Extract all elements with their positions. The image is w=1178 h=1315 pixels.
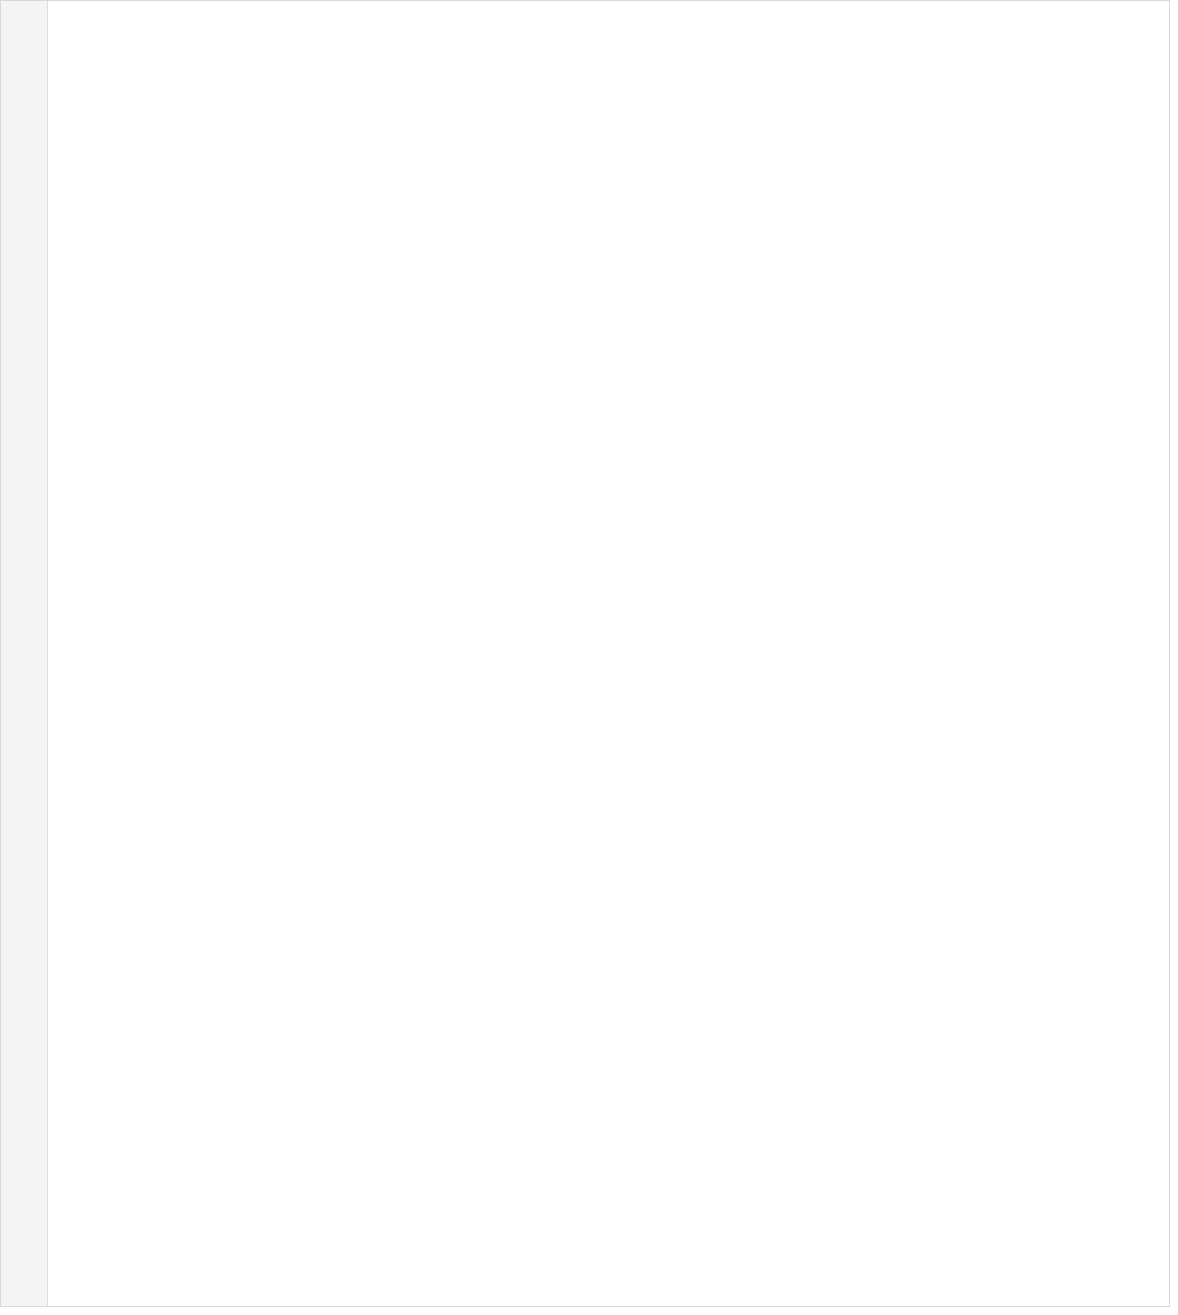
line-number-gutter <box>1 1 48 1306</box>
